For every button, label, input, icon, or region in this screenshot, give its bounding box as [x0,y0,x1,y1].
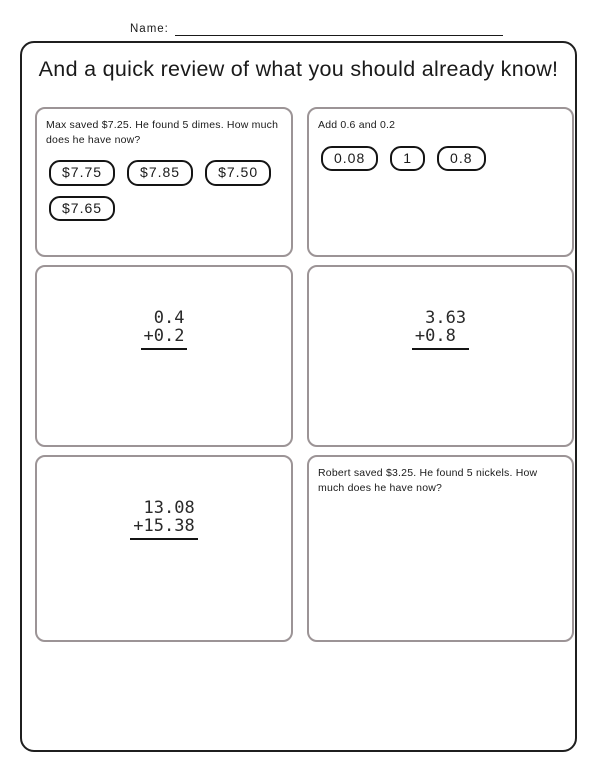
answer-choice[interactable]: $7.85 [127,160,193,185]
answer-choice[interactable]: 0.08 [321,146,378,171]
question-2-choices [318,146,563,171]
question-box-4 [307,265,574,447]
addend-bottom: +0.8 [414,325,467,346]
name-label: Name: [130,23,169,35]
worksheet-frame [20,41,577,752]
question-2-text: Add 0.6 and 0.2 [318,119,396,131]
page-title: And a quick review of what you should already know! [38,57,559,81]
question-6-text: Robert saved $3.25. He found 5 nickels. How much does he have now? [318,467,538,494]
answer-choice[interactable]: $7.50 [205,160,271,185]
name-row [130,20,503,36]
answer-choice[interactable]: $7.65 [49,196,115,221]
question-box-5 [35,455,293,642]
answer-choice[interactable]: 0.8 [437,146,485,171]
question-box-3 [35,265,293,447]
answer-choice[interactable]: $7.75 [49,160,115,185]
vertical-addition-problem [141,310,188,350]
vertical-addition-problem [130,500,197,540]
question-1-text: Max saved $7.25. He found 5 dimes. How much does he have now? [46,119,279,146]
question-1-choices [46,160,282,220]
vertical-addition-problem [412,310,469,350]
addend-top: 3.63 [414,308,467,328]
answer-choice[interactable]: 1 [390,146,425,171]
addend-top: 13.08 [133,498,195,518]
question-box-1 [35,107,293,257]
addend-bottom: +0.2 [143,325,185,346]
addend-top: 0.4 [143,308,185,328]
question-box-2 [307,107,574,257]
addend-bottom: +15.38 [133,515,195,536]
question-box-6 [307,455,574,642]
name-line[interactable] [175,20,503,36]
